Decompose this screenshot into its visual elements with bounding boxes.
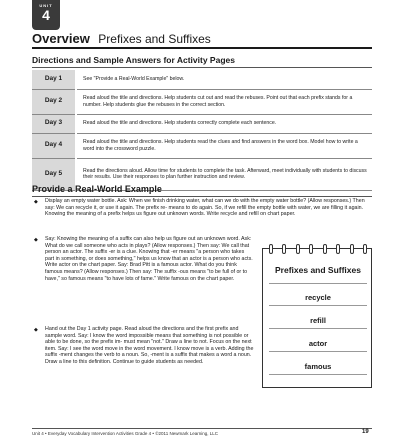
directions-divider [32,67,372,68]
unit-number: 4 [42,7,50,23]
day-label: Day 1 [32,70,76,89]
title-divider [32,47,372,49]
ring-icon [282,244,286,254]
day-label: Day 2 [32,89,76,114]
list-item [32,198,372,218]
ring-icon [336,244,340,254]
day-description: See "Provide a Real-World Example" below. [76,70,372,89]
bullet-text: Say: Knowing the meaning of a suffix can also help us figure out an unknown word. Ask: What do we call someone who acts in plays? (Allow responses.) Then say: We call that person an actor. The suffix -er is a clue. Knowing that -er means "a person who takes part in something, or does something," helps us know that an actor is a person who acts. Write actor on the chart paper. Say: Brad Pitt is a famous actor. What do you think famous means? (Allow responses.) Then say: The suffix -ous means "to be full of or to have," so famous means "to have lots of fame." Write famous on the chart paper. [45,236,253,282]
ring-icon [296,244,300,254]
day-label: Day 3 [32,114,76,133]
footer-divider [32,428,372,429]
card-word: famous [304,362,332,371]
page-title-row [32,30,372,48]
page-title: Overview [32,31,90,46]
ruled-line [269,351,367,352]
list-item [32,236,254,282]
directions-heading: Directions and Sample Answers for Activity Pages [32,55,235,65]
card-word: recycle [305,293,331,302]
ring-icon [350,244,354,254]
ruled-line [269,374,367,375]
table-row [32,70,372,89]
binder-rings [269,244,367,254]
day-description: Read aloud the title and directions. Help students read the clues and find answers in the word box. Model how to write a word into the crossword puzzle. [76,133,372,158]
day-description: Read aloud the title and directions. Help students correctly complete each sentence. [76,114,372,133]
unit-label: UNIT [39,3,53,8]
example-heading: Provide a Real-World Example [32,184,162,194]
page-subtitle: Prefixes and Suffixes [98,32,211,46]
day-description: Read the directions aloud. Allow time for students to complete the task. Afterward, meet individually with students to discuss their results. Use their responses to plan further instruction and review. [76,158,372,190]
table-row [32,89,372,114]
example-divider [32,196,372,197]
footer-text: Unit 4 • Everyday Vocabulary Intervention Activities Grade 4 • ©2011 Newmark Learning, LLC [32,431,218,436]
page-number: 19 [362,429,369,435]
ring-icon [269,244,273,254]
day-label: Day 4 [32,133,76,158]
directions-table [32,70,372,191]
day-description: Read aloud the title and directions. Help students cut out and read the rebuses. Point out that each prefix stands for a number. Help students glue the rebuses in the correct section. [76,89,372,114]
table-row [32,133,372,158]
diamond-bullet-icon: ◆ [34,237,38,243]
ring-icon [309,244,313,254]
card-word: actor [308,339,328,348]
card-title: Prefixes and Suffixes [275,265,361,275]
diamond-bullet-icon: ◆ [34,327,38,333]
bullet-text: Hand out the Day 1 activity page. Read aloud the directions and the first prefix and sample word. Say: I know the word impossible means that something is not possible or able to be done, so the prefix im- must mean "not." Draw a line to not. Focus on the next item. Say: I see the word move in the word movement. I know move is a verb. Adding the suffix -ment changes the verb to a noun. So, -ment is a suffix that makes a word a noun. Draw a line to this definition. Continue to guide students as needed. [45,326,254,365]
chart-paper-card [262,248,372,388]
list-item [32,326,254,366]
table-row [32,114,372,133]
card-word: refill [310,316,326,325]
ruled-line [269,305,367,306]
ring-icon [363,244,367,254]
ruled-line [269,283,367,284]
ruled-line [269,328,367,329]
bullet-text: Display an empty water bottle. Ask: When we finish drinking water, what can we do with the empty water bottle? (Allow responses.) Then say: We can recycle it, or use it again. The prefix re- means to do again. So, if we refill the empty bottle with water, we are filling it again. Knowing the meaning of a prefix helps us figure out unknown words. Write recycle and refill on chart paper. [45,198,365,218]
ring-icon [323,244,327,254]
unit-tab [32,0,60,30]
day-label: Day 5 [32,158,76,190]
diamond-bullet-icon: ◆ [34,199,38,205]
